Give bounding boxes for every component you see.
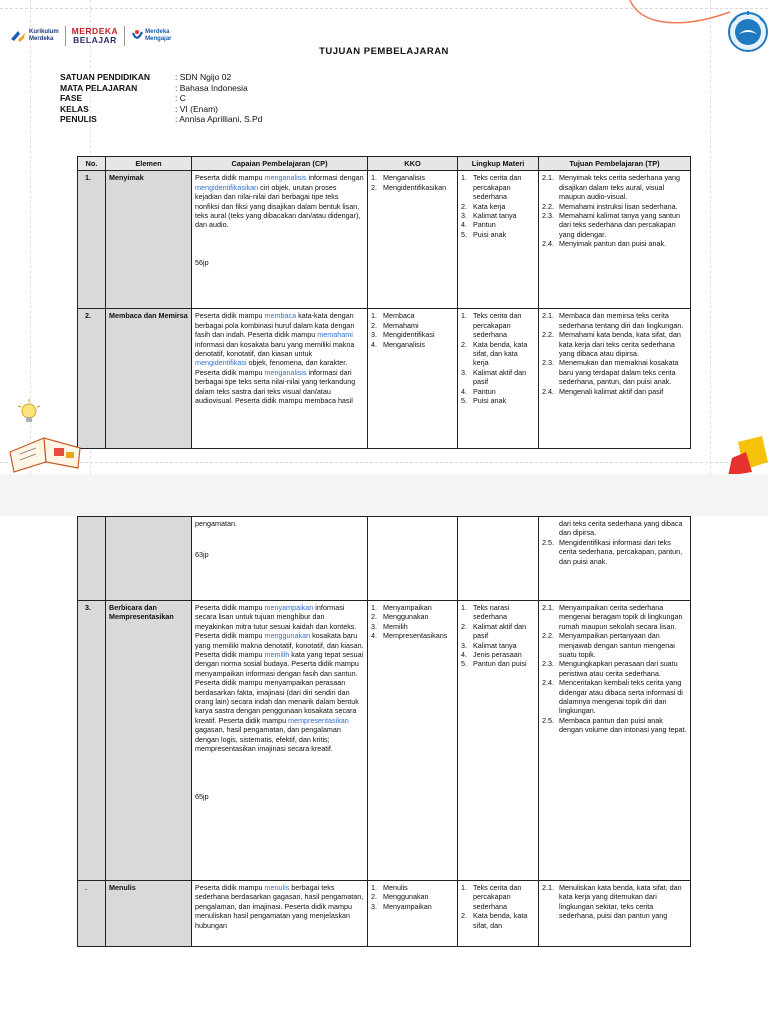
list-item	[371, 603, 454, 612]
list-number: 1.	[371, 883, 377, 892]
logo-text: MERDEKA	[71, 26, 119, 36]
list-number: 1.	[461, 311, 467, 321]
element-cell: Menulis	[106, 881, 192, 947]
page-title: TUJUAN PEMBELAJARAN	[319, 46, 449, 57]
list-text: Pantun	[473, 220, 496, 230]
list-text: Teks cerita dan percakapan sederhana	[473, 883, 522, 911]
tp-item	[542, 330, 687, 358]
list-item	[371, 631, 454, 640]
tp-text: Memahami kalimat tanya yang santun dari teks sederhana dan percakapan yang didengar.	[559, 211, 681, 239]
tp-text: Mengidentifikasi informasi dari teks cerita sederhana, percakapan, pantun, dan puisi anak.	[559, 537, 683, 566]
kko-cell	[368, 309, 458, 449]
list-text: Kalimat tanya	[473, 211, 517, 221]
meta-label: PENULIS	[60, 114, 97, 124]
tp-text: Menyimak pantun dan puisi anak.	[559, 239, 667, 249]
table-row	[78, 881, 691, 947]
tp-list	[542, 311, 687, 396]
puzzle-icon	[718, 432, 768, 474]
meta-row	[60, 104, 262, 115]
list-text: Menggunakan	[383, 612, 429, 622]
learning-objectives-table-continued	[77, 516, 691, 947]
scope-cell	[458, 517, 539, 601]
tp-number: 2.3.	[542, 211, 554, 221]
tp-text: Memahami kata benda, kata sifat, dan kata kerja dari teks cerita sederhana yang dibaca atau dipirsa.	[559, 330, 681, 359]
tp-text: dari teks cerita sederhana yang dibaca dan dipirsa.	[559, 519, 683, 538]
meta-row	[60, 93, 262, 104]
tp-cell	[539, 171, 691, 309]
list-text: Kata benda, kata sifat, dan	[473, 911, 528, 930]
list-item	[461, 368, 535, 387]
meta-value: : Annisa Aprilliani, S.Pd	[175, 114, 263, 124]
tp-number: 2.1.	[542, 883, 554, 892]
logo-separator	[124, 26, 125, 46]
meta-value: : SDN Ngijo 02	[175, 72, 232, 82]
cp-text: pengamatan.	[195, 519, 237, 528]
logo-text: BELAJAR	[73, 35, 117, 45]
cp-cell	[192, 601, 368, 881]
merdeka-mengajar-icon	[131, 29, 143, 43]
cp-text	[195, 883, 364, 930]
column-header: Lingkup Materi	[458, 157, 539, 171]
list-number: 4.	[371, 339, 377, 349]
meta-label: SATUAN PENDIDIKAN	[60, 72, 151, 82]
logo-text: Kurikulum	[29, 29, 59, 35]
cp-text	[195, 173, 364, 229]
tp-text: Mengenali kalimat aktif dan pasif	[559, 386, 664, 396]
tp-item	[542, 883, 687, 921]
list-item	[461, 230, 535, 239]
row-number	[78, 517, 106, 601]
tp-item	[542, 659, 687, 678]
list-text: Jenis perasaan	[473, 650, 522, 660]
highlighted-verb: menganalisis	[264, 173, 307, 183]
element-cell: Berbicara dan Mempresentasikan	[106, 601, 192, 881]
list-text: Pantun	[473, 386, 496, 396]
cp-cell	[192, 309, 368, 449]
cp-text-segment: ciri objek, urutan proses kejadian dan nilai-nilai dari berbagai tipe teks nonfiksi dan fiksi yang disajikan dalam bentuk lisan, teks aural (teks yang dibacakan dan/atau didengar), dan audio.	[195, 182, 361, 230]
logo-text: Merdeka	[145, 29, 170, 35]
tp-item	[542, 678, 687, 716]
table-header-row	[78, 157, 691, 171]
decorative-dotted-line	[710, 0, 712, 474]
cp-text-segment: berbagai teks sederhana berdasarkan gagasan, hasil pengamatan, pengalaman, dan imajinasi. Peserta didik mampu menuliskan hasil pengamatan yang menjelaskan hubungan	[195, 883, 364, 930]
numbered-list	[461, 603, 535, 669]
tp-number: 2.4.	[542, 678, 554, 688]
column-header: Capaian Pembelajaran (CP)	[192, 157, 368, 171]
cp-text-segment: kosakata baru yang memiliki makna denotatif, konotatif, dan kiasan. Peserta didik mampu	[195, 631, 364, 660]
list-item	[371, 173, 454, 182]
list-item	[461, 641, 535, 650]
list-item	[371, 883, 454, 892]
highlighted-verb: menulis	[264, 883, 290, 892]
jp-value: 65jp	[195, 791, 209, 801]
tp-item	[542, 311, 687, 330]
tp-list	[542, 173, 687, 248]
tp-list	[542, 538, 687, 566]
list-number: 3.	[371, 621, 377, 631]
list-number: 2.	[371, 320, 377, 330]
list-number: 4.	[371, 631, 377, 641]
tp-text: Membaca pantun dan puisi anak dengan volume dan intonasi yang tepat.	[559, 715, 687, 735]
highlighted-verb: memahami	[317, 330, 353, 340]
list-text: Kalimat aktif dan pasif	[473, 621, 527, 641]
table-row	[78, 171, 691, 309]
list-item	[461, 340, 535, 368]
list-text: Teks narasi sederhana	[473, 603, 510, 622]
tp-list	[542, 538, 687, 566]
tp-number: 2.1.	[542, 173, 554, 183]
list-item	[461, 603, 535, 622]
list-item	[461, 650, 535, 659]
tp-text: Menemukan dan memaknai kosakata baru yang terdapat dalam teks cerita sederhana, pantun, dan puisi anak.	[559, 358, 679, 387]
list-number: 1.	[461, 173, 467, 183]
list-text: Menganalisis	[383, 339, 425, 349]
merdeka-mengajar-logo	[131, 29, 171, 43]
list-number: 5.	[461, 229, 467, 239]
meta-label: KELAS	[60, 103, 89, 114]
numbered-list	[371, 603, 454, 641]
list-number: 1.	[461, 603, 467, 612]
row-number: 3.	[78, 601, 106, 881]
tp-number: 2.4.	[542, 386, 554, 396]
list-number: 2.	[461, 339, 467, 349]
open-book-icon	[6, 432, 86, 474]
cp-cell	[192, 881, 368, 947]
numbered-list	[461, 173, 535, 239]
tp-item	[542, 211, 687, 239]
list-text: Puisi anak	[473, 229, 507, 239]
list-number: 1.	[461, 883, 467, 892]
list-item	[461, 173, 535, 201]
document-page-2	[0, 516, 768, 1024]
meta-row	[60, 83, 262, 94]
element-cell: Membaca dan Memirsa	[106, 309, 192, 449]
list-item	[461, 396, 535, 405]
list-number: 4.	[461, 220, 467, 230]
list-item	[461, 211, 535, 220]
tp-text: Memahami instruksi lisan sederhana.	[559, 201, 678, 211]
tp-cell	[539, 517, 691, 601]
document-page-1	[0, 0, 768, 474]
list-number: 1.	[371, 311, 377, 321]
numbered-list	[371, 311, 454, 349]
list-number: 3.	[461, 640, 467, 650]
element-cell	[106, 517, 192, 601]
highlighted-verb: mempresentasikan	[288, 715, 349, 725]
list-number: 1.	[371, 603, 377, 612]
tp-text: Menceritakan kembali teks cerita yang didengar atau dibaca serta informasi di dalamnya mengenai topik diri dan lingkungan.	[559, 678, 683, 716]
list-number: 1.	[371, 173, 377, 183]
list-text: Mengidentifikasikan	[383, 182, 447, 192]
list-number: 4.	[461, 386, 467, 396]
tp-cell	[539, 881, 691, 947]
list-text: Memilih	[383, 621, 408, 631]
row-number: 2.	[78, 309, 106, 449]
cp-text-segment: gagasan, hasil pengamatan, dan pengalaman dengan logis, sistematis, efektif, dan kritis; mempresentasikan imajinasi secara kreatif.	[195, 725, 341, 754]
list-number: 2.	[371, 612, 377, 622]
cp-text	[195, 603, 364, 754]
logo-text: Merdeka	[29, 36, 54, 42]
list-text: Puisi anak	[473, 396, 507, 406]
list-number: 2.	[371, 182, 377, 192]
tp-item	[542, 239, 687, 248]
cp-text-segment: kata yang tepat sesuai dengan norma sosial budaya. Peserta didik mampu menyampaikan informasi dengan fasih dan santun. Peserta didik mampu menyampaikan perasaan berdasarkan fakta, imajinasi (dari diri sendiri dan orang lain) secara indah dan menarik dalam bentuk karya sastra dengan penggunaan kosakata secara kreatif. Peserta didik mampu	[195, 650, 364, 725]
list-text: Mempresentasikans	[383, 631, 448, 641]
list-item	[371, 622, 454, 631]
highlighted-verb: mengidentifikasi	[195, 358, 247, 368]
list-text: Menganalisis	[383, 173, 425, 183]
tp-number: 2.2.	[542, 631, 554, 641]
tp-text: Membaca dan memirsa teks cerita sederhana tentang diri dan lingkungan.	[559, 311, 684, 330]
numbered-list	[371, 173, 454, 192]
meta-value: : VI (Enam)	[175, 103, 218, 114]
identity-block	[60, 72, 262, 125]
list-item	[461, 220, 535, 229]
tp-item	[542, 538, 687, 566]
list-number: 3.	[461, 211, 467, 221]
meta-label: FASE	[60, 93, 83, 103]
list-number: 3.	[371, 330, 377, 340]
list-text: Menyampaikan	[383, 901, 432, 911]
highlighted-verb: mengidentifikasikan	[195, 182, 259, 192]
list-number: 2.	[461, 621, 467, 631]
highlighted-verb: menganalisis	[264, 367, 307, 377]
cp-text-segment: informasi secara lisan untuk tujuan menghibur dan meyakinkan mitra tutur sesuai kaidah dan konteks. Peserta didik mampu	[195, 603, 357, 641]
cp-text-segment: Peserta didik mampu	[195, 603, 265, 612]
list-number: 5.	[461, 396, 467, 406]
row-number: 1.	[78, 171, 106, 309]
list-number: 5.	[461, 659, 467, 669]
column-header: Tujuan Pembelajaran (TP)	[539, 157, 691, 171]
table-row	[78, 309, 691, 449]
merdeka-belajar-logo	[72, 27, 118, 45]
tp-item	[542, 387, 687, 396]
cp-text-segment: kata-kata dengan berbagai pola kombinasi huruf dalam kata dengan fasih dan indah. Peserta didik mampu	[195, 311, 355, 340]
list-text: Pantun dan puisi	[473, 659, 527, 669]
jp-value: 63jp	[195, 550, 209, 560]
list-item	[461, 659, 535, 668]
tp-list	[542, 883, 687, 921]
list-item	[371, 330, 454, 339]
tp-item	[542, 358, 687, 386]
scope-cell	[458, 601, 539, 881]
tp-item	[542, 631, 687, 659]
jp-value: 56jp	[195, 257, 209, 267]
numbered-list	[461, 883, 535, 930]
scope-cell	[458, 309, 539, 449]
list-item	[461, 622, 535, 641]
list-text: Teks cerita dan percakapan sederhana	[473, 311, 522, 340]
kko-cell	[368, 171, 458, 309]
tp-number: 2.5.	[542, 537, 554, 547]
decorative-dotted-line	[0, 462, 768, 464]
scope-cell	[458, 171, 539, 309]
list-text: Kata kerja	[473, 201, 506, 211]
list-number: 2.	[371, 892, 377, 902]
list-text: Mengidentifikasi	[383, 330, 435, 340]
row-number: .	[78, 881, 106, 947]
list-text: Membaca	[383, 311, 415, 321]
element-cell: Menyimak	[106, 171, 192, 309]
tp-text: Menuliskan kata benda, kata sifat, dan kata kerja yang ditemukan dari lingkungan sekitar, teks cerita sederhana, puisi dan pantun yang	[559, 883, 682, 921]
tp-text: Menyampaikan pertanyaan dan menjawab dengan santun mengenai suatu topik.	[559, 631, 675, 660]
list-number: 2.	[461, 911, 467, 921]
list-item	[371, 892, 454, 901]
logo-text: Mengajar	[145, 36, 172, 42]
list-text: Kalimat aktif dan pasif	[473, 367, 527, 387]
tp-list	[542, 603, 687, 735]
tp-cell	[539, 601, 691, 881]
tp-number: 2.3.	[542, 358, 554, 368]
kurikulum-merdeka-icon	[10, 29, 26, 43]
cp-text-segment: objek, fenomena, dan karakter. Peserta didik mampu	[195, 358, 348, 377]
kko-cell	[368, 517, 458, 601]
tp-number: 2.4.	[542, 239, 554, 249]
tp-cell	[539, 309, 691, 449]
meta-label: MATA PELAJARAN	[60, 82, 138, 93]
meta-row	[60, 114, 262, 125]
scope-cell	[458, 881, 539, 947]
highlighted-verb: membaca	[264, 311, 297, 321]
tp-text: Mengungkapkan perasaan dari suatu peristiwa atau cerita sederhana.	[559, 659, 678, 678]
tp-item	[542, 173, 687, 201]
tp-text: Menyimak teks cerita sederhana yang disajikan dalam teks aural, visual maupun audio-visual.	[559, 173, 681, 202]
list-item	[371, 311, 454, 320]
cp-text-segment: informasi dan kosakata baru yang memiliki makna denotatif, konotatif, dan kiasan untuk	[195, 339, 355, 359]
list-number: 3.	[371, 901, 377, 911]
logo-separator	[65, 26, 66, 46]
tp-text: Menyampaikan cerita sederhana mengenai beragam topik di lingkungan rumah maupun sekolah secara lisan.	[559, 603, 683, 631]
cp-text-segment: Peserta didik mampu	[195, 173, 265, 183]
kko-cell	[368, 601, 458, 881]
list-item	[371, 340, 454, 349]
cp-text-segment: Peserta didik mampu	[195, 311, 265, 321]
list-item	[371, 902, 454, 911]
tp-number: 2.1.	[542, 603, 554, 612]
list-text: Kata benda, kata sifat, dan kata kerja	[473, 339, 528, 368]
cp-text	[195, 311, 364, 405]
list-number: 4.	[461, 650, 467, 660]
kko-cell	[368, 881, 458, 947]
cp-cell	[192, 171, 368, 309]
list-item	[371, 321, 454, 330]
tp-item	[542, 716, 687, 735]
list-text: Teks cerita dan percakapan sederhana	[473, 173, 522, 202]
cp-text-segment: informasi dengan	[306, 173, 364, 183]
list-text: Menyampaikan	[383, 603, 432, 612]
tp-number: 2.5.	[542, 715, 554, 725]
list-item	[461, 883, 535, 911]
column-header: Elemen	[106, 157, 192, 171]
highlighted-verb: menggunakan	[264, 631, 311, 641]
meta-value: : C	[175, 93, 186, 103]
meta-row	[60, 72, 262, 83]
learning-objectives-table	[77, 156, 691, 449]
numbered-list	[461, 311, 535, 405]
tp-number: 2.2.	[542, 201, 554, 211]
tp-item	[542, 603, 687, 631]
cp-text-segment: informasi dari berbagai tipe teks serta nilai-nilai yang terkandung dalam teks sastra dari teks visual dan/atau audiovisual. Peserta didik mampu membaca hasil	[195, 367, 356, 406]
list-text: Memahami	[383, 320, 419, 330]
list-text: Menggunakan	[383, 892, 429, 902]
list-item	[461, 387, 535, 396]
header-logos	[10, 26, 172, 46]
list-text: Kalimat tanya	[473, 640, 517, 650]
kurikulum-merdeka-logo	[10, 29, 59, 43]
cp-cell	[192, 517, 368, 601]
list-item	[461, 311, 535, 339]
list-number: 2.	[461, 201, 467, 211]
cp-text-segment: Peserta didik mampu	[195, 883, 265, 892]
list-text: Menulis	[383, 883, 408, 892]
table-row	[78, 601, 691, 881]
numbered-list	[371, 883, 454, 911]
tp-item	[542, 202, 687, 211]
list-item	[461, 911, 535, 930]
tp-number: 2.3.	[542, 659, 554, 669]
list-number: 3.	[461, 367, 467, 377]
lightbulb-icon	[14, 398, 44, 428]
highlighted-verb: menyampaikan	[264, 603, 314, 612]
table-row	[78, 517, 691, 601]
column-header: KKO	[368, 157, 458, 171]
column-header: No.	[78, 157, 106, 171]
tp-number: 2.1.	[542, 311, 554, 321]
tp-number: 2.2.	[542, 330, 554, 340]
highlighted-verb: memilih	[264, 650, 290, 660]
list-item	[371, 183, 454, 192]
list-item	[371, 612, 454, 621]
list-item	[461, 202, 535, 211]
meta-value: : Bahasa Indonesia	[175, 82, 248, 93]
